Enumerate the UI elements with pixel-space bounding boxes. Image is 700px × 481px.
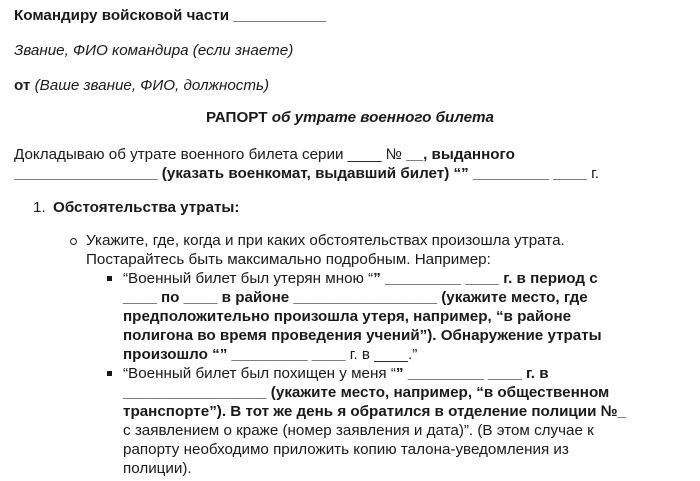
example-lost-line-2: ____ по ____ в районе _________________ (укажите место, где (123, 289, 588, 306)
example-stolen-line-6: полиции). (123, 460, 192, 477)
instruction-line-2: Постарайтесь быть максимально подробным. Например: (86, 251, 491, 268)
example-stolen-line-1-plain: “Военный билет был похищен у меня “ (123, 365, 396, 382)
from-hint: (Ваше звание, ФИО, должность) (34, 77, 270, 94)
intro-line-2-plain: г. (591, 165, 600, 182)
section-1-number: 1. (33, 199, 46, 216)
intro-line-2 (14, 164, 599, 183)
intro-line-1-plain: Докладываю об утрате военного билета серии ____ № (14, 146, 407, 163)
from-line (14, 76, 269, 95)
instruction-line-1: Укажите, где, когда и при каких обстоятельствах произошла утрата. (86, 232, 565, 249)
example-stolen-line-2: _________________ (укажите место, например, “в общественном (123, 384, 610, 401)
addressee-line: Командиру войсковой части ___________ (14, 7, 327, 24)
commander-rank-name-hint: Звание, ФИО командира (если знаете) (14, 42, 294, 59)
example-lost-line-5-plain: г. в ____.” (349, 346, 418, 363)
example-stolen-line-4: с заявлением о краже (номер заявления и дата)”. (В этом случае к (123, 422, 594, 439)
example-stolen-line-3: транспорте”). В тот же день я обратился в отделение полиции №_ (123, 403, 627, 420)
example-lost-line-1-plain: “Военный билет был утерян мною “ (123, 270, 374, 287)
example-stolen-line-1 (123, 364, 549, 383)
example-lost-line-1 (123, 269, 598, 288)
example-lost-line-5 (123, 345, 417, 364)
from-label: от (14, 77, 31, 94)
document-title (0, 108, 700, 127)
example-lost-line-4: полигона во время проведения учений”). Обнаружение утраты (123, 327, 602, 344)
example-lost-line-1-bold: ” _________ ____ г. в период с (373, 270, 598, 287)
intro-line-1-bold: __, выданного (406, 146, 515, 163)
example-lost-line-3: предположительно произошла утеря, например, “в районе (123, 308, 572, 325)
title-prefix: РАПОРТ (206, 109, 268, 126)
title-rest: об утрате военного билета (271, 109, 494, 126)
example-stolen-line-1-bold: ” _________ ____ г. в (395, 365, 549, 382)
example-stolen-line-5: рапорту необходимо приложить копию талона-уведомления из (123, 441, 569, 458)
square-bullet-icon (107, 371, 112, 376)
example-lost-line-5-bold: произошло “” _________ ____ (123, 346, 350, 363)
intro-line-2-bold: _________________ (указать военкомат, выдавший билет) “” _________ ____ (14, 165, 592, 182)
square-bullet-icon (107, 276, 112, 281)
section-1-heading: Обстоятельства утраты: (53, 199, 240, 216)
intro-line-1 (14, 145, 515, 164)
circle-bullet-icon (70, 238, 77, 245)
